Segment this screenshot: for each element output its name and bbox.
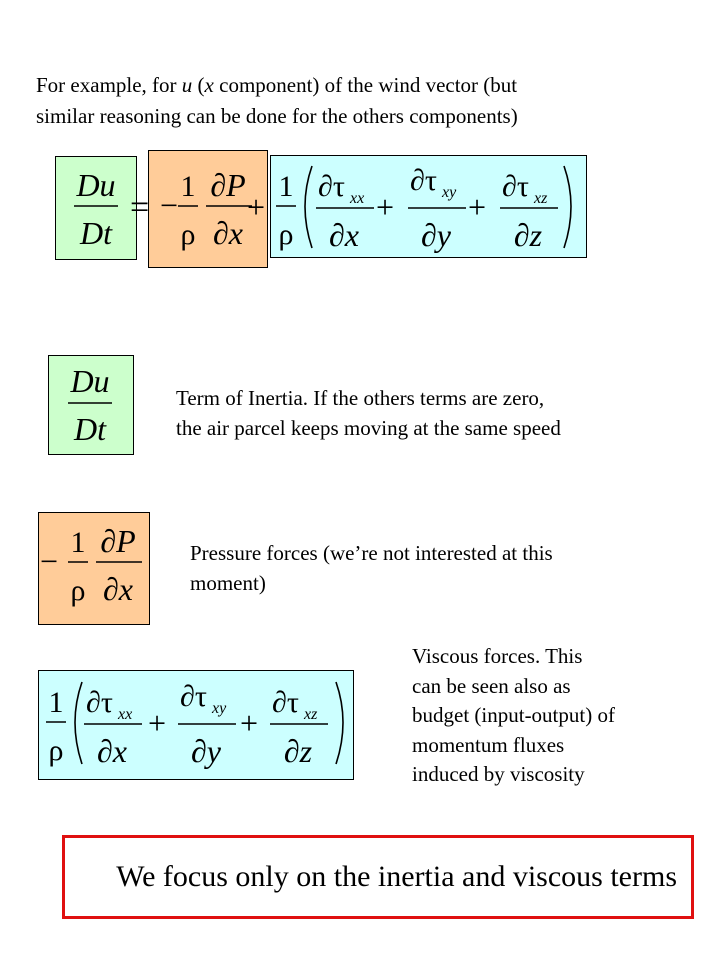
svg-text:∂τ: ∂τ — [86, 686, 113, 719]
svg-text:1: 1 — [70, 526, 86, 559]
svg-text:xz: xz — [304, 706, 318, 723]
svg-text:−: − — [40, 543, 59, 579]
svg-text:∂τ: ∂τ — [272, 686, 299, 719]
svg-text:xy: xy — [442, 184, 457, 201]
svg-text:∂τ: ∂τ — [180, 680, 207, 713]
svg-text:∂x: ∂x — [102, 571, 134, 607]
main-equals: = — [130, 189, 150, 226]
svg-text:∂y: ∂y — [190, 733, 222, 769]
main-dtau-xz: ∂τ — [502, 170, 529, 203]
svg-text:∂x: ∂x — [96, 733, 128, 769]
svg-text:+: + — [240, 705, 259, 741]
main-plus-3: + — [468, 189, 487, 225]
svg-text:xx: xx — [350, 190, 365, 207]
svg-text:Dt: Dt — [74, 411, 106, 447]
main-minus: − — [160, 187, 179, 223]
focus-callout-text: We focus only on the inertia and viscous terms — [116, 860, 677, 893]
main-dp: ∂P — [210, 167, 246, 203]
viscous-description: Viscous forces. This can be seen also as budget (input-output) of momentum fluxes induced by viscosity — [412, 644, 615, 786]
main-dz: ∂z — [513, 217, 543, 253]
svg-text:xy: xy — [212, 700, 227, 717]
svg-text:∂z: ∂z — [283, 733, 313, 769]
svg-text:xx: xx — [118, 706, 133, 723]
main-one: 1 — [180, 170, 196, 203]
svg-text:+: + — [148, 705, 167, 741]
main-visc-rho: ρ — [278, 218, 294, 251]
main-visc-one: 1 — [278, 170, 294, 203]
focus-callout — [62, 835, 694, 919]
main-plus-2: + — [376, 189, 395, 225]
svg-text:∂P: ∂P — [100, 523, 136, 559]
intro-line-1: For example, for u (x component) of the wind vector (but — [36, 73, 518, 97]
main-dt: Dt — [80, 215, 112, 251]
main-du: Du — [76, 167, 116, 203]
main-rho: ρ — [180, 218, 196, 251]
inertia-description: Term of Inertia. If the others terms are zero, the air parcel keeps moving at the same speed — [176, 386, 561, 440]
main-dtau-xy: ∂τ — [410, 164, 437, 197]
svg-text:1: 1 — [48, 686, 64, 719]
main-dtau-xx: ∂τ — [318, 170, 345, 203]
svg-text:ρ: ρ — [70, 574, 86, 607]
main-dy: ∂y — [420, 217, 452, 253]
main-dx: ∂x — [212, 215, 244, 251]
svg-text:ρ: ρ — [48, 734, 64, 767]
svg-text:Du: Du — [70, 363, 110, 399]
main-dx2: ∂x — [328, 217, 360, 253]
svg-text:xz: xz — [534, 190, 548, 207]
main-plus-1: + — [247, 189, 266, 225]
intro-line-2: similar reasoning can be done for the others components) — [36, 104, 518, 128]
pressure-description: Pressure forces (we’re not interested at this moment) — [190, 541, 553, 595]
